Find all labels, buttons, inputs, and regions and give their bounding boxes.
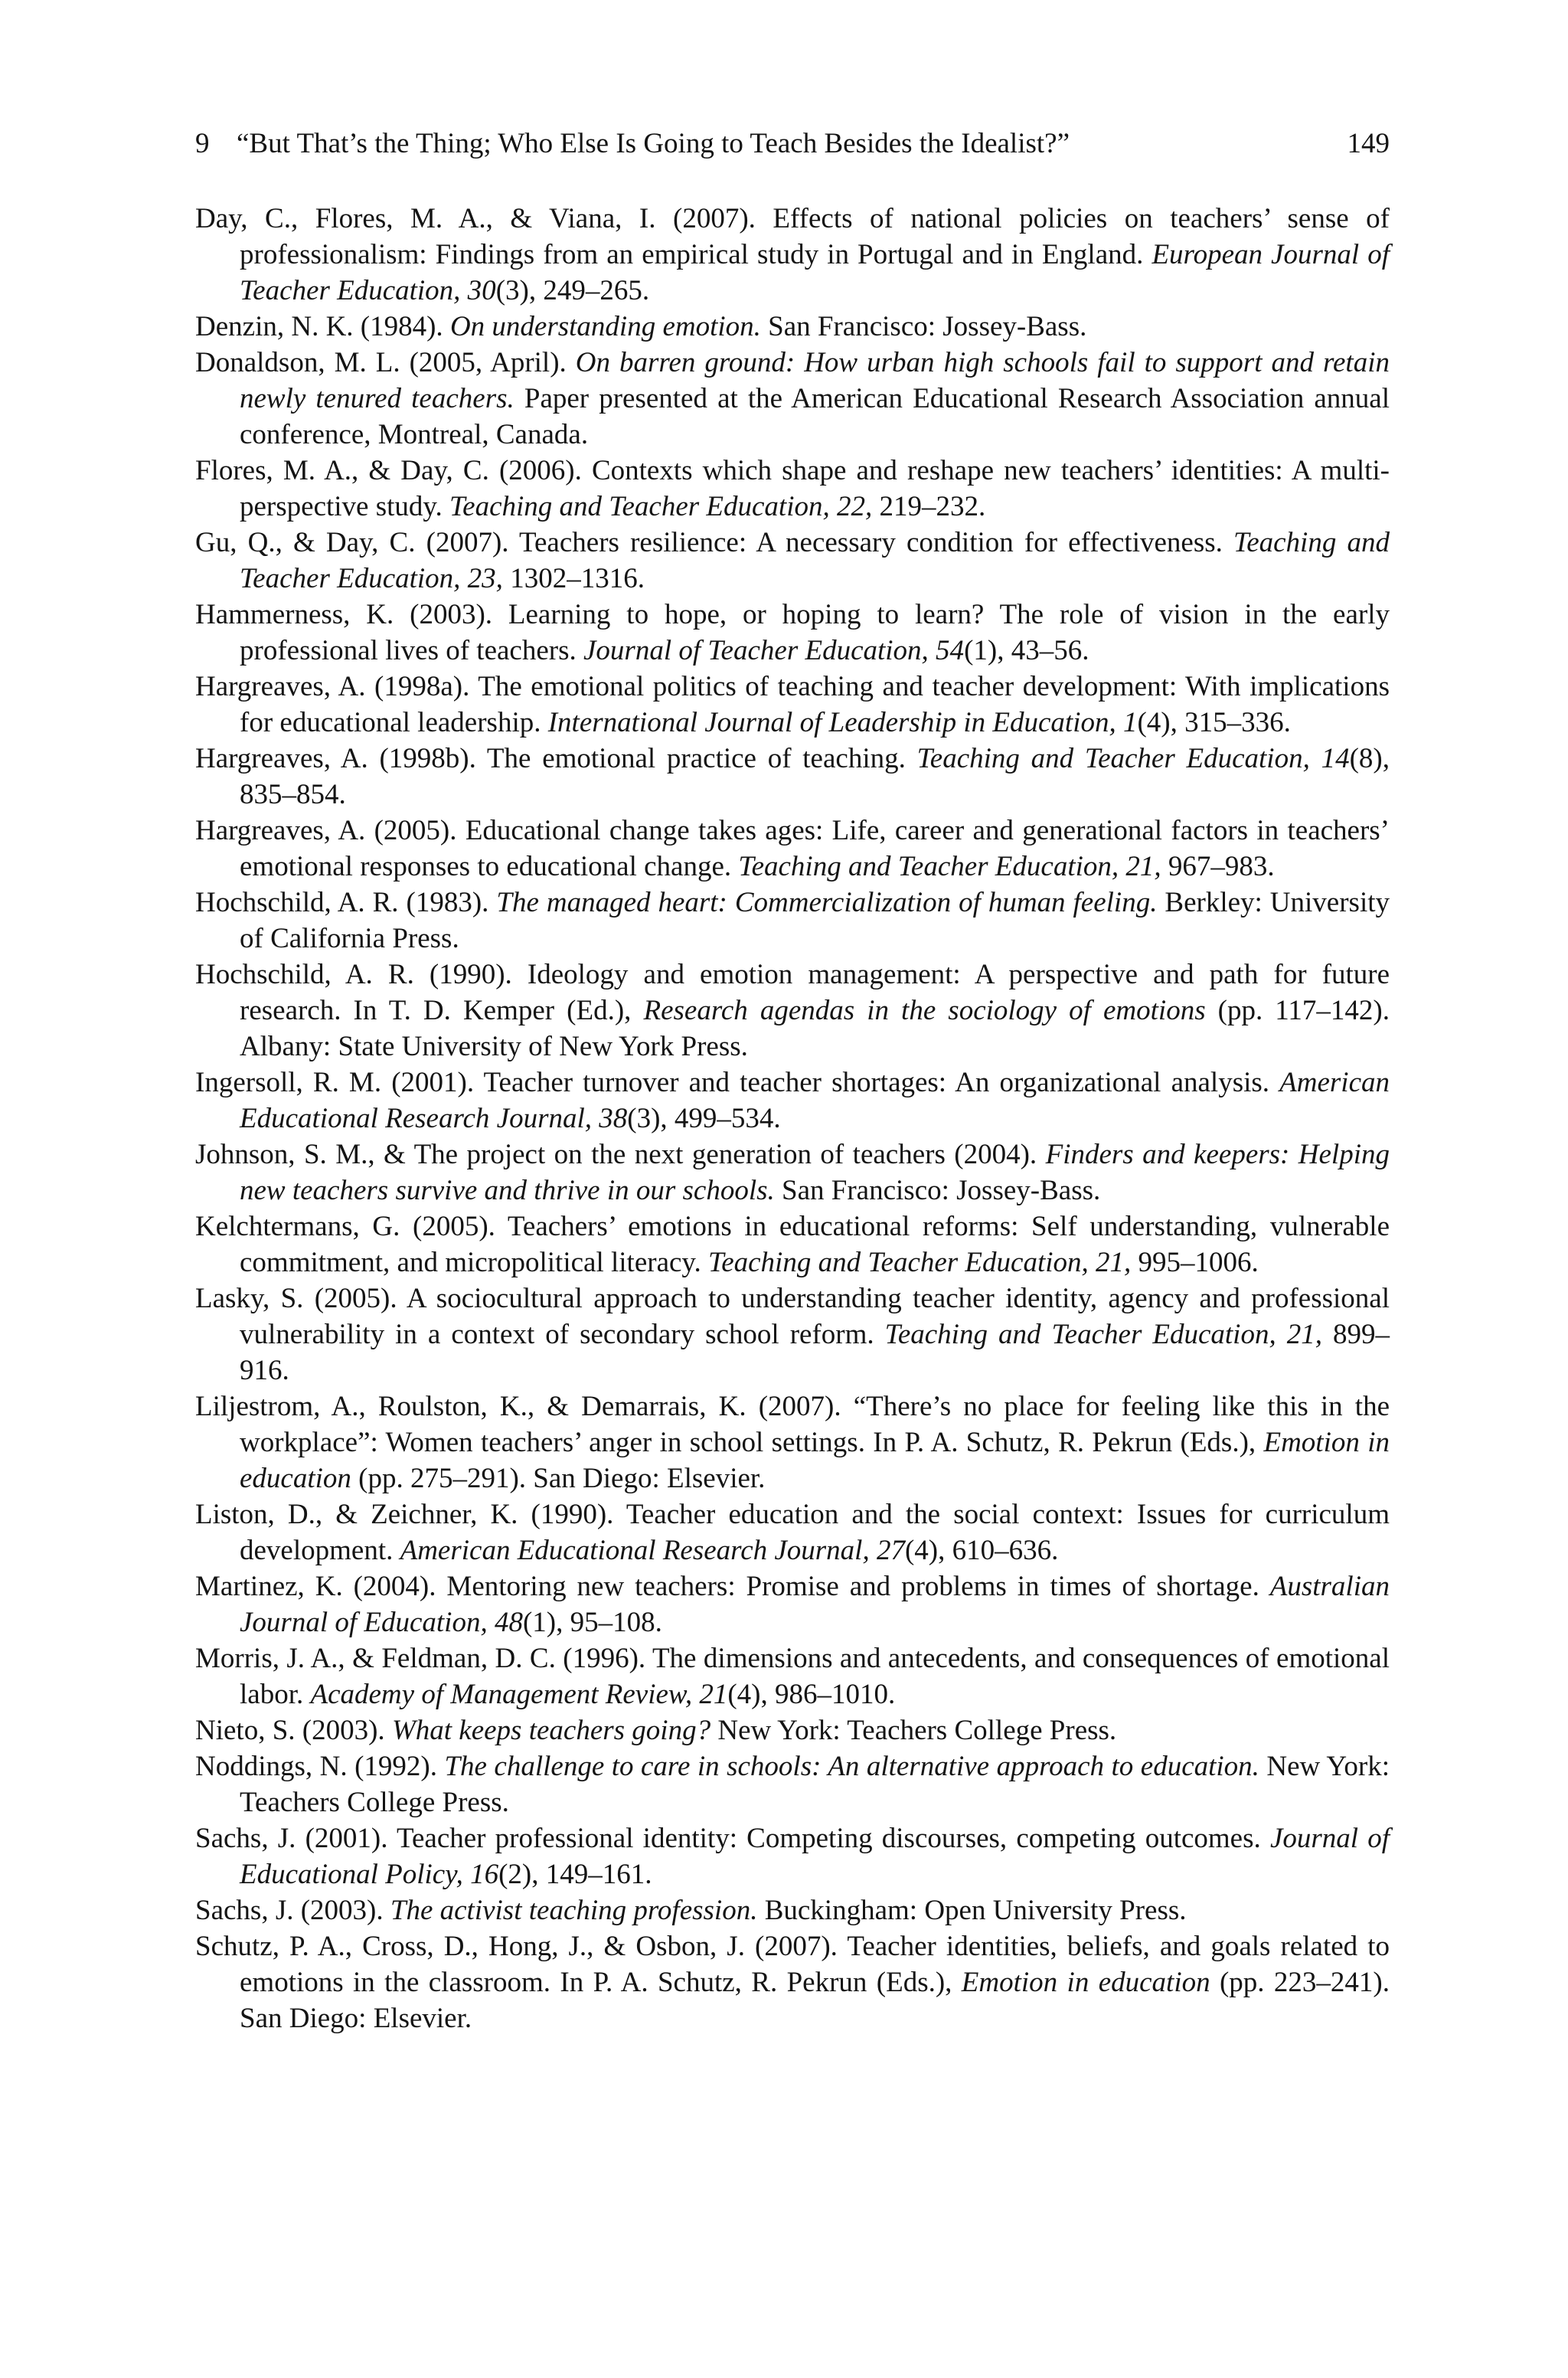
reference-text: Donaldson, M. L. (2005, April). xyxy=(195,347,576,378)
reference-text: Schutz, P. A., Cross, D., Hong, J., & Osbon, J. (2007). Teacher identities, beliefs, and goals related to emotions in the classroom. In P. A. Schutz, R. Pekrun (Eds.), xyxy=(195,1931,1390,1998)
reference-italic-text: What keeps teachers going? xyxy=(391,1715,711,1746)
reference-text: Gu, Q., & Day, C. (2007). Teachers resilience: A necessary condition for effectiveness. xyxy=(195,527,1234,558)
running-title: “But That’s the Thing; Who Else Is Going to Teach Besides the Idealist?” xyxy=(237,128,1070,159)
reference-text: (8), 835–854. xyxy=(240,743,1390,810)
reference-text: Ingersoll, R. M. (2001). Teacher turnover and teacher shortages: An organizational analysis. xyxy=(195,1067,1280,1098)
reference-text: (3), 249–265. xyxy=(495,275,650,306)
reference-text: Hargreaves, A. (1998b). The emotional practice of teaching. xyxy=(195,743,917,774)
reference-italic-text: Teaching and Teacher Education, 21, xyxy=(884,1319,1322,1350)
reference-entry xyxy=(195,597,1390,669)
reference-italic-text: The challenge to care in schools: An alternative approach to education. xyxy=(444,1751,1259,1782)
reference-text: Morris, J. A., & Feldman, D. C. (1996). The dimensions and antecedents, and consequences of emotional labor. xyxy=(195,1643,1390,1710)
reference-italic-text: Journal of Educational Policy, 16 xyxy=(240,1823,1390,1890)
reference-text: Hammerness, K. (2003). Learning to hope, or hoping to learn? The role of vision in the early professional lives of teachers. xyxy=(195,599,1390,666)
reference-italic-text: On barren ground: How urban high schools fail to support and retain newly tenured teachers. xyxy=(240,347,1390,414)
reference-entry xyxy=(195,885,1390,957)
running-header xyxy=(195,121,1390,167)
reference-entry xyxy=(195,1928,1390,2036)
reference-italic-text: Finders and keepers: Helping new teachers survive and thrive in our schools. xyxy=(240,1139,1390,1206)
reference-text: Hargreaves, A. (1998a). The emotional politics of teaching and teacher development: With implications for educational leadership. xyxy=(195,671,1390,738)
reference-entry xyxy=(195,1281,1390,1389)
reference-entry xyxy=(195,453,1390,525)
reference-text: (pp. 275–291). San Diego: Elsevier. xyxy=(351,1463,766,1494)
reference-text: Lasky, S. (2005). A sociocultural approach to understanding teacher identity, agency and professional vulnerability in a context of secondary school reform. xyxy=(195,1283,1390,1350)
reference-text: 995–1006. xyxy=(1131,1247,1259,1278)
reference-text: 1302–1316. xyxy=(502,563,645,594)
reference-entry xyxy=(195,525,1390,597)
reference-entry xyxy=(195,1389,1390,1496)
reference-italic-text: Emotion in education xyxy=(961,1967,1210,1998)
reference-text: Buckingham: Open University Press. xyxy=(757,1895,1187,1926)
reference-italic-text: American Educational Research Journal, 38 xyxy=(240,1067,1390,1134)
reference-text: (1), 43–56. xyxy=(964,635,1089,666)
reference-text: (4), 986–1010. xyxy=(727,1679,896,1710)
reference-text: Sachs, J. (2001). Teacher professional identity: Competing discourses, competing outcomes. xyxy=(195,1823,1270,1854)
reference-text: Kelchtermans, G. (2005). Teachers’ emotions in educational reforms: Self understanding, vulnerable commitment, and micropolitical literacy. xyxy=(195,1211,1390,1278)
reference-text: Day, C., Flores, M. A., & Viana, I. (2007). Effects of national policies on teachers’ sense of professionalism: Findings from an empirical study in Portugal and in England. xyxy=(195,203,1390,270)
reference-entry xyxy=(195,345,1390,453)
reference-text: (2), 149–161. xyxy=(498,1859,652,1890)
reference-entry xyxy=(195,813,1390,885)
reference-italic-text: Teaching and Teacher Education, 14 xyxy=(916,743,1350,774)
reference-italic-text: International Journal of Leadership in Education, 1 xyxy=(547,707,1138,738)
reference-text: Martinez, K. (2004). Mentoring new teachers: Promise and problems in times of shortage. xyxy=(195,1571,1270,1602)
page-number: 149 xyxy=(1347,128,1390,159)
reference-text: (3), 499–534. xyxy=(627,1103,781,1134)
reference-entry xyxy=(195,201,1390,309)
reference-italic-text: Australian Journal of Education, 48 xyxy=(240,1571,1390,1638)
reference-entry xyxy=(195,1568,1390,1640)
reference-italic-text: European Journal of Teacher Education, 30 xyxy=(240,239,1390,306)
reference-italic-text: On understanding emotion. xyxy=(449,311,761,342)
reference-text: Hargreaves, A. (2005). Educational change takes ages: Life, career and generational factors in teachers’ emotional responses to educational change. xyxy=(195,815,1390,882)
reference-entry xyxy=(195,1065,1390,1137)
reference-entry xyxy=(195,309,1390,345)
reference-text: (1), 95–108. xyxy=(522,1607,662,1638)
reference-italic-text: Research agendas in the sociology of emotions xyxy=(643,995,1206,1026)
reference-entry xyxy=(195,1712,1390,1748)
reference-entry xyxy=(195,1640,1390,1712)
reference-italic-text: Teaching and Teacher Education, 22, xyxy=(449,491,873,522)
reference-italic-text: Academy of Management Review, 21 xyxy=(310,1679,728,1710)
reference-list xyxy=(195,201,1390,2036)
reference-text: New York: Teachers College Press. xyxy=(240,1751,1390,1818)
reference-text: Hochschild, A. R. (1983). xyxy=(195,887,497,918)
reference-text: Liston, D., & Zeichner, K. (1990). Teacher education and the social context: Issues for curriculum development. xyxy=(195,1499,1390,1566)
reference-italic-text: Emotion in education xyxy=(240,1427,1390,1494)
reference-entry xyxy=(195,1892,1390,1928)
reference-text: Nieto, S. (2003). xyxy=(195,1715,392,1746)
reference-text: (4), 610–636. xyxy=(904,1535,1059,1566)
chapter-number: 9 xyxy=(195,128,210,159)
reference-text: (pp. 223–241). San Diego: Elsevier. xyxy=(240,1967,1390,2034)
reference-text: Paper presented at the American Educational Research Association annual conference, Montreal, Canada. xyxy=(240,383,1390,450)
reference-text: 899–916. xyxy=(240,1319,1390,1386)
reference-entry xyxy=(195,741,1390,813)
reference-text: (4), 315–336. xyxy=(1137,707,1291,738)
reference-italic-text: Teaching and Teacher Education, 23, xyxy=(240,527,1390,594)
reference-entry xyxy=(195,1496,1390,1568)
reference-text: Berkley: University of California Press. xyxy=(240,887,1390,954)
reference-text: 219–232. xyxy=(872,491,986,522)
reference-text: (pp. 117–142). Albany: State University of New York Press. xyxy=(240,995,1390,1062)
reference-text: San Francisco: Jossey-Bass. xyxy=(774,1175,1101,1206)
reference-text: New York: Teachers College Press. xyxy=(710,1715,1117,1746)
reference-entry xyxy=(195,1209,1390,1281)
reference-text: Flores, M. A., & Day, C. (2006). Contexts which shape and reshape new teachers’ identities: A multi-perspective study. xyxy=(195,455,1390,522)
reference-text: Hochschild, A. R. (1990). Ideology and emotion management: A perspective and path for future research. In T. D. Kemper (Ed.), xyxy=(195,959,1390,1026)
reference-entry xyxy=(195,669,1390,741)
reference-italic-text: Journal of Teacher Education, 54 xyxy=(583,635,965,666)
reference-entry xyxy=(195,1820,1390,1892)
reference-text: 967–983. xyxy=(1161,851,1275,882)
reference-italic-text: American Educational Research Journal, 27 xyxy=(400,1535,905,1566)
reference-text: Johnson, S. M., & The project on the next generation of teachers (2004). xyxy=(195,1139,1046,1170)
reference-italic-text: The activist teaching profession. xyxy=(390,1895,758,1926)
reference-entry xyxy=(195,1137,1390,1209)
reference-text: Liljestrom, A., Roulston, K., & Demarrais, K. (2007). “There’s no place for feeling like this in the workplace”: Women teachers’ anger in school settings. In P. A. Schutz, R. Pekrun (Eds.), xyxy=(195,1391,1390,1458)
reference-text: Sachs, J. (2003). xyxy=(195,1895,390,1926)
reference-italic-text: The managed heart: Commercialization of human feeling. xyxy=(496,887,1158,918)
reference-italic-text: Teaching and Teacher Education, 21, xyxy=(738,851,1161,882)
reference-italic-text: Teaching and Teacher Education, 21, xyxy=(708,1247,1132,1278)
reference-text: Denzin, N. K. (1984). xyxy=(195,311,450,342)
reference-entry xyxy=(195,957,1390,1065)
reference-entry xyxy=(195,1748,1390,1820)
reference-text: Noddings, N. (1992). xyxy=(195,1751,445,1782)
reference-text: San Francisco: Jossey-Bass. xyxy=(760,311,1087,342)
